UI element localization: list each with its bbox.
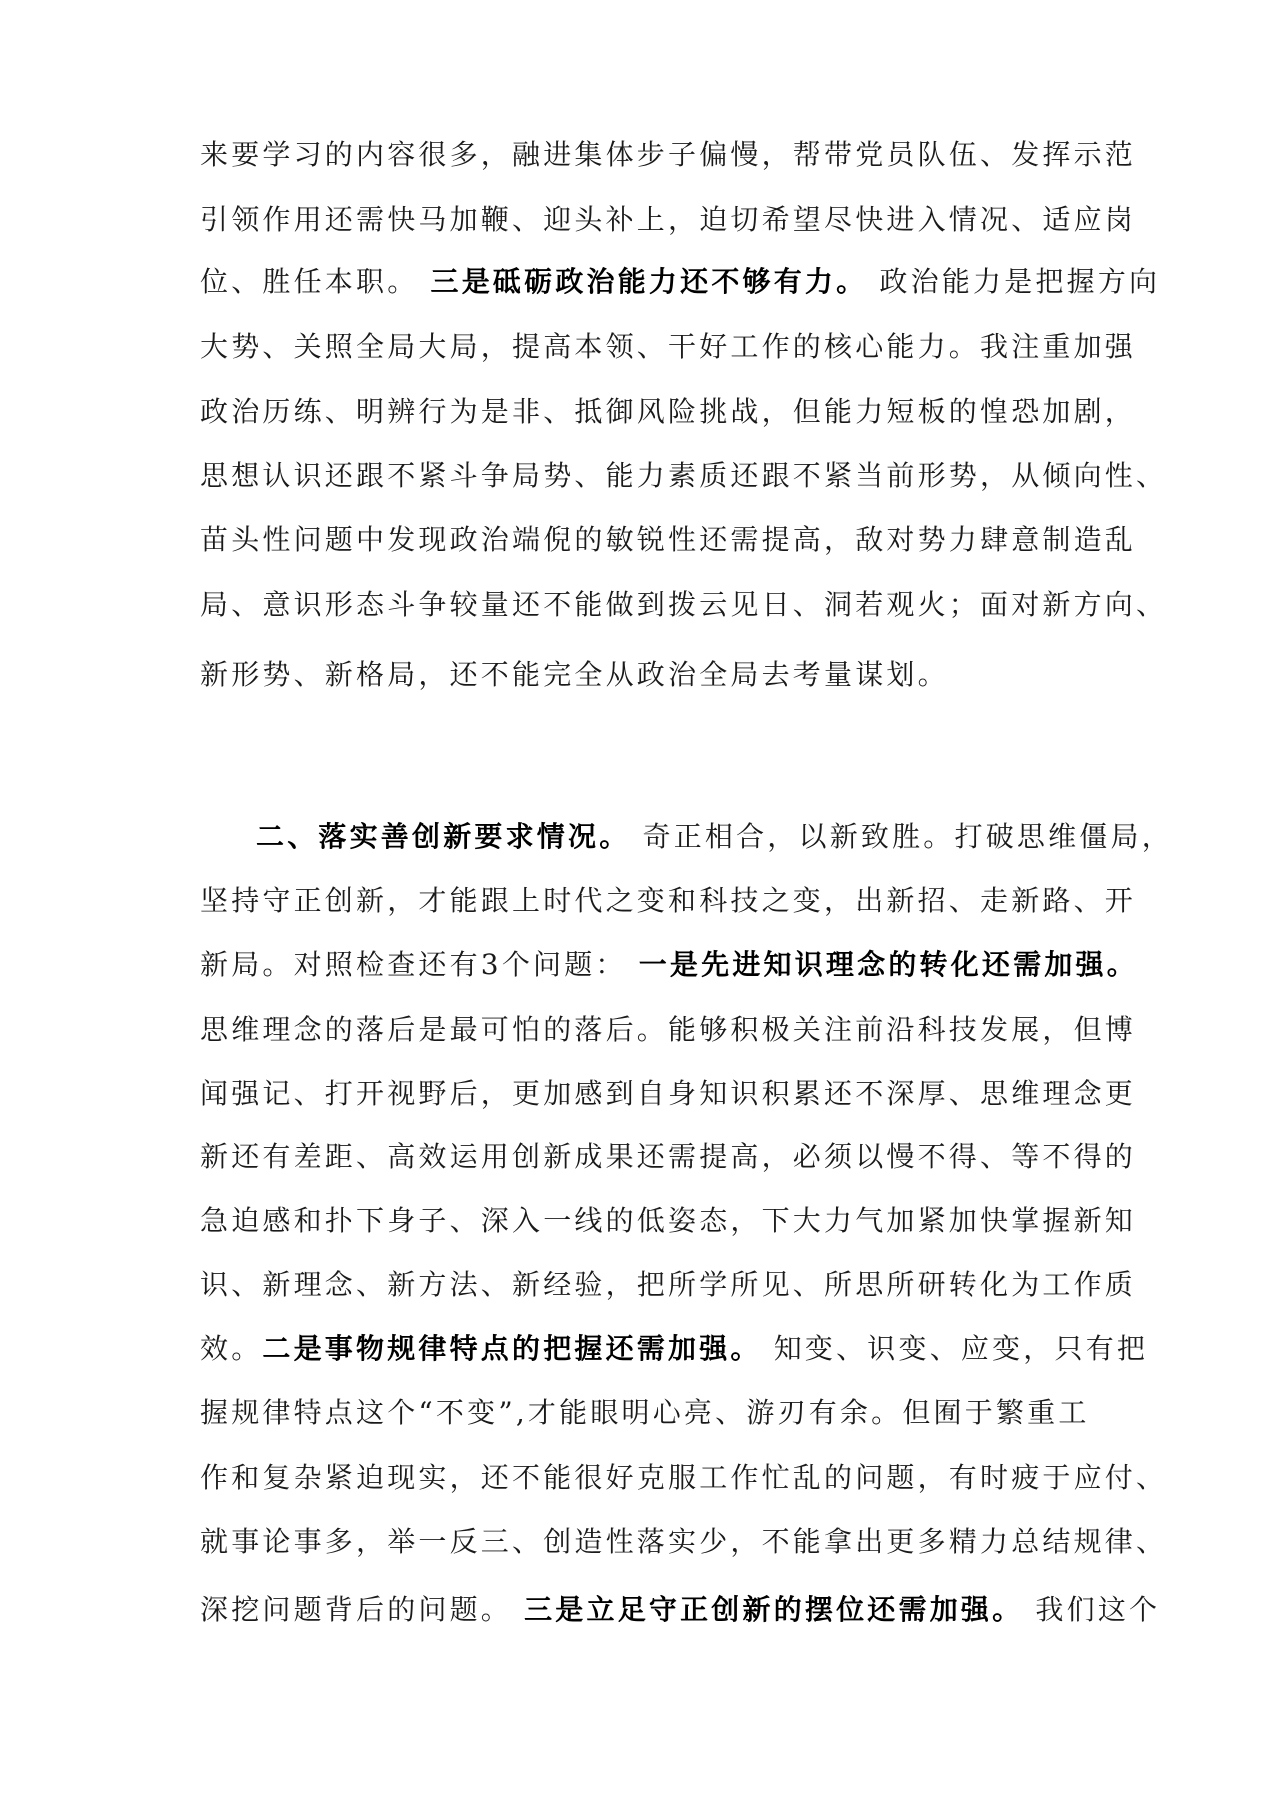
text-line-7 bbox=[200, 520, 1137, 560]
body-text: 苗头性问题中发现政治端倪的敏锐性还需提高，敌对势力肆意制造乱 bbox=[200, 523, 1137, 556]
body-text: 我们这个 bbox=[1023, 1593, 1161, 1626]
text-line-8 bbox=[200, 585, 1168, 625]
body-text: 政治历练、明辨行为是非、抵御风险挑战，但能力短板的惶恐加剧， bbox=[200, 395, 1137, 428]
body-text: 新还有差距、高效运用创新成果还需提高，必须以慢不得、等不得的 bbox=[200, 1140, 1137, 1173]
body-text: 效。 bbox=[200, 1332, 263, 1365]
body-text: 深挖问题背后的问题。 bbox=[200, 1593, 525, 1626]
text-line-2 bbox=[200, 200, 1137, 240]
body-text: 奇正相合，以新致胜。打破思维僵局， bbox=[630, 820, 1173, 853]
text-line-3 bbox=[200, 262, 1161, 302]
text-line-15 bbox=[200, 1137, 1137, 1177]
body-text: 大势、关照全局大局，提高本领、干好工作的核心能力。我注重加强 bbox=[200, 330, 1137, 363]
body-text: 急迫感和扑下身子、深入一线的低姿态，下大力气加紧加快掌握新知 bbox=[200, 1204, 1137, 1237]
text-line-11 bbox=[200, 881, 1137, 921]
body-text: 就事论事多，举一反三、创造性落实少，不能拿出更多精力总结规律、 bbox=[200, 1525, 1168, 1558]
text-line-22 bbox=[200, 1590, 1161, 1630]
body-text: 局、意识形态斗争较量还不能做到拨云见日、洞若观火；面对新方向、 bbox=[200, 588, 1168, 621]
body-text: 引领作用还需快马加鞭、迎头补上，迫切希望尽快进入情况、适应岗 bbox=[200, 203, 1137, 236]
body-text: 闻强记、打开视野后，更加感到自身知识积累还不深厚、思维理念更 bbox=[200, 1077, 1137, 1110]
text-line-12 bbox=[200, 945, 1138, 985]
text-line-18 bbox=[200, 1329, 1149, 1369]
body-text: 位、胜任本职。 bbox=[200, 265, 431, 298]
body-text: 思想认识还跟不紧斗争局势、能力素质还跟不紧当前形势，从倾向性、 bbox=[200, 459, 1168, 492]
body-text: 知变、识变、应变，只有把 bbox=[761, 1332, 1149, 1365]
bold-heading-text: 二是事物规律特点的把握还需加强。 bbox=[262, 1332, 762, 1365]
body-text: 识、新理念、新方法、新经验，把所学所见、所思所研转化为工作质 bbox=[200, 1268, 1137, 1301]
body-text: 握规律特点这个“不变”,才能眼明心亮、游刃有余。但囿于繁重工 bbox=[200, 1396, 1090, 1429]
body-text: 新形势、新格局，还不能完全从政治全局去考量谋划。 bbox=[200, 658, 949, 691]
body-text: 坚持守正创新，才能跟上时代之变和科技之变，出新招、走新路、开 bbox=[200, 884, 1137, 917]
body-text: 来要学习的内容很多，融进集体步子偏慢，帮带党员队伍、发挥示范 bbox=[200, 138, 1137, 171]
text-line-13 bbox=[200, 1010, 1137, 1050]
bold-heading-text: 三是立足守正创新的摆位还需加强。 bbox=[524, 1593, 1024, 1626]
body-text: 思维理念的落后是最可怕的落后。能够积极关注前沿科技发展，但博 bbox=[200, 1013, 1137, 1046]
text-line-1 bbox=[200, 135, 1137, 175]
text-line-21 bbox=[200, 1522, 1168, 1562]
body-text: 作和复杂紧迫现实，还不能很好克服工作忙乱的问题，有时疲于应付、 bbox=[200, 1461, 1168, 1494]
bold-heading-text: 二、落实善创新要求情况。 bbox=[256, 820, 631, 853]
body-text: 政治能力是把握方向 bbox=[867, 265, 1161, 298]
text-line-16 bbox=[200, 1201, 1137, 1241]
text-line-9 bbox=[200, 655, 1090, 695]
bold-heading-text: 三是砥砺政治能力还不够有力。 bbox=[430, 265, 868, 298]
text-line-6 bbox=[200, 456, 1168, 496]
text-line-19 bbox=[200, 1393, 1090, 1433]
text-line-4 bbox=[200, 327, 1137, 367]
text-line-20 bbox=[200, 1458, 1168, 1498]
text-line-17 bbox=[200, 1265, 1137, 1305]
text-line-5 bbox=[200, 392, 1137, 432]
text-line-10 bbox=[256, 817, 1173, 857]
text-line-14 bbox=[200, 1074, 1137, 1114]
body-text: 新局。对照检查还有3个问题： bbox=[200, 948, 639, 981]
bold-heading-text: 一是先进知识理念的转化还需加强。 bbox=[638, 948, 1138, 981]
